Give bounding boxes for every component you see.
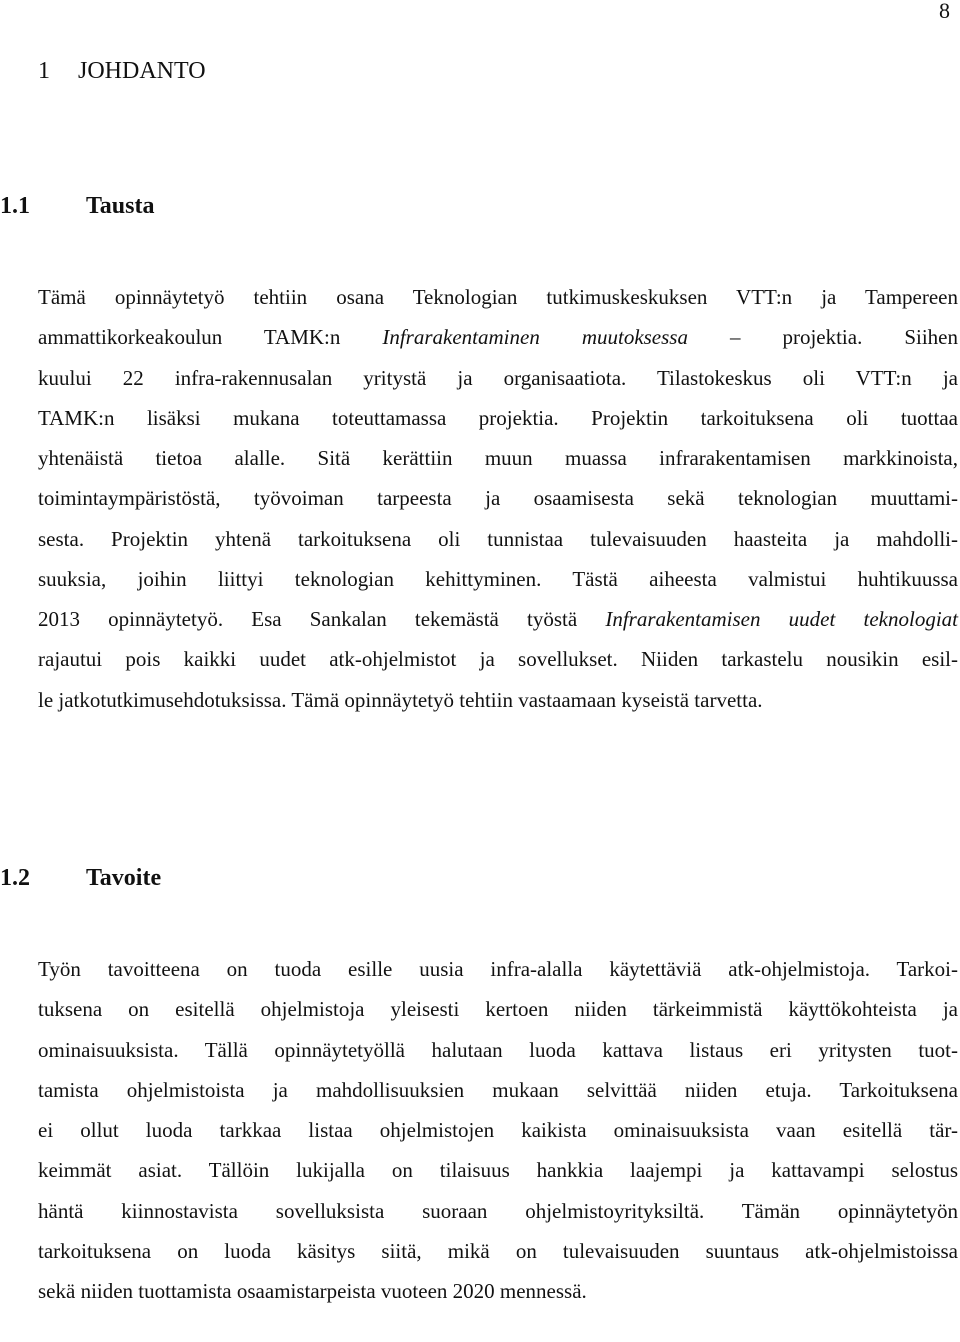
text-segment: Työn tavoitteena on tuoda esille uusia infra-alalla käytettäviä atk-ohjelmistoja. Tarkoi- [38, 957, 958, 981]
text-segment: keimmät asiat. Tällöin lukijalla on tilaisuus hankkia laajempi ja kattavampi selostus [38, 1158, 958, 1183]
text-line [38, 478, 958, 518]
text-segment: 2013 opinnäytetyö. Esa Sankalan tekemästä työstä [38, 607, 606, 631]
text-line [38, 398, 958, 438]
text-segment: rajautui pois kaikki uudet atk-ohjelmistot ja sovellukset. Niiden tarkastelu nousikin esil- [38, 647, 958, 672]
paragraph-tausta [38, 277, 958, 720]
italic-title: Infrarakentaminen muutoksessa [382, 325, 688, 350]
chapter-heading [38, 57, 206, 86]
section-number: 1.2 [0, 865, 30, 891]
text-segment: yhtenäistä tietoa alalle. Sitä kerättiin muun muassa infrarakentamisen markkinoista, [38, 446, 958, 470]
text-segment: suuksia, joihin liittyi teknologian kehittyminen. Tästä aiheesta valmistui huhtikuussa [38, 566, 958, 591]
text-segment: – projektia. Siihen [687, 325, 958, 350]
section-heading-tavoite [0, 864, 161, 893]
text-line [38, 989, 958, 1029]
text-line [38, 1030, 958, 1070]
text-line [38, 680, 958, 720]
section-title: Tavoite [86, 865, 162, 891]
text-line [38, 599, 958, 639]
page-number: 8 [939, 0, 950, 23]
text-line [38, 519, 958, 559]
section-title: Tausta [86, 193, 155, 219]
paragraph-tavoite [38, 949, 958, 1311]
italic-title: Infrarakentamisen uudet teknologiat [605, 607, 958, 631]
text-line [38, 1110, 958, 1150]
text-line [38, 559, 958, 599]
section-heading-tausta [0, 192, 154, 221]
text-line [38, 438, 958, 478]
text-segment: häntä kiinnostavista sovelluksista suoraan ohjelmistoyrityksiltä. Tämän opinnäytetyön [38, 1198, 958, 1223]
text-segment: TAMK:n lisäksi mukana toteuttamassa projektia. Projektin tarkoituksena oli tuottaa [38, 405, 958, 430]
text-line [38, 358, 958, 398]
text-line [38, 277, 958, 317]
text-segment: toimintaympäristöstä, työvoiman tarpeesta ja osaamisesta sekä teknologian muuttami- [38, 486, 958, 511]
text-line [38, 1231, 958, 1271]
text-segment: tarkoituksena on luoda käsitys siitä, mikä on tulevaisuuden suuntaus atk-ohjelmistoissa [38, 1238, 958, 1263]
text-segment: Tämä opinnäytetyö tehtiin osana Teknologian tutkimuskeskuksen VTT:n ja Tampereen [38, 285, 958, 309]
text-line [38, 949, 958, 989]
text-line [38, 1191, 958, 1231]
chapter-number: 1 [38, 58, 50, 84]
text-line [38, 1271, 958, 1311]
text-segment: le jatkotutkimusehdotuksissa. Tämä opinnäytetyö tehtiin vastaamaan kyseistä tarvetta. [38, 687, 763, 712]
text-segment: sesta. Projektin yhtenä tarkoituksena oli tunnistaa tulevaisuuden haasteita ja mahdolli- [38, 526, 958, 551]
chapter-title: JOHDANTO [78, 58, 206, 84]
text-line [38, 1070, 958, 1110]
section-number: 1.1 [0, 193, 30, 219]
text-line [38, 1150, 958, 1190]
text-segment: sekä niiden tuottamista osaamistarpeista vuoteen 2020 mennessä. [38, 1279, 587, 1303]
text-segment: kuului 22 infra-rakennusalan yritystä ja organisaatiota. Tilastokeskus oli VTT:n ja [38, 365, 958, 390]
text-segment: ammattikorkeakoulun TAMK:n [38, 325, 383, 350]
text-line [38, 639, 958, 679]
text-segment: ei ollut luoda tarkkaa listaa ohjelmistojen kaikista ominaisuuksista vaan esitellä tär- [38, 1118, 958, 1142]
text-segment: tamista ohjelmistoista ja mahdollisuuksien mukaan selvittää niiden etuja. Tarkoituksena [38, 1077, 958, 1102]
text-segment: tuksena on esitellä ohjelmistoja yleisesti kertoen niiden tärkeimmistä käyttökohteista ja [38, 997, 958, 1022]
text-line [38, 317, 958, 357]
text-segment: ominaisuuksista. Tällä opinnäytetyöllä halutaan luoda kattava listaus eri yritysten tuot- [38, 1037, 958, 1062]
